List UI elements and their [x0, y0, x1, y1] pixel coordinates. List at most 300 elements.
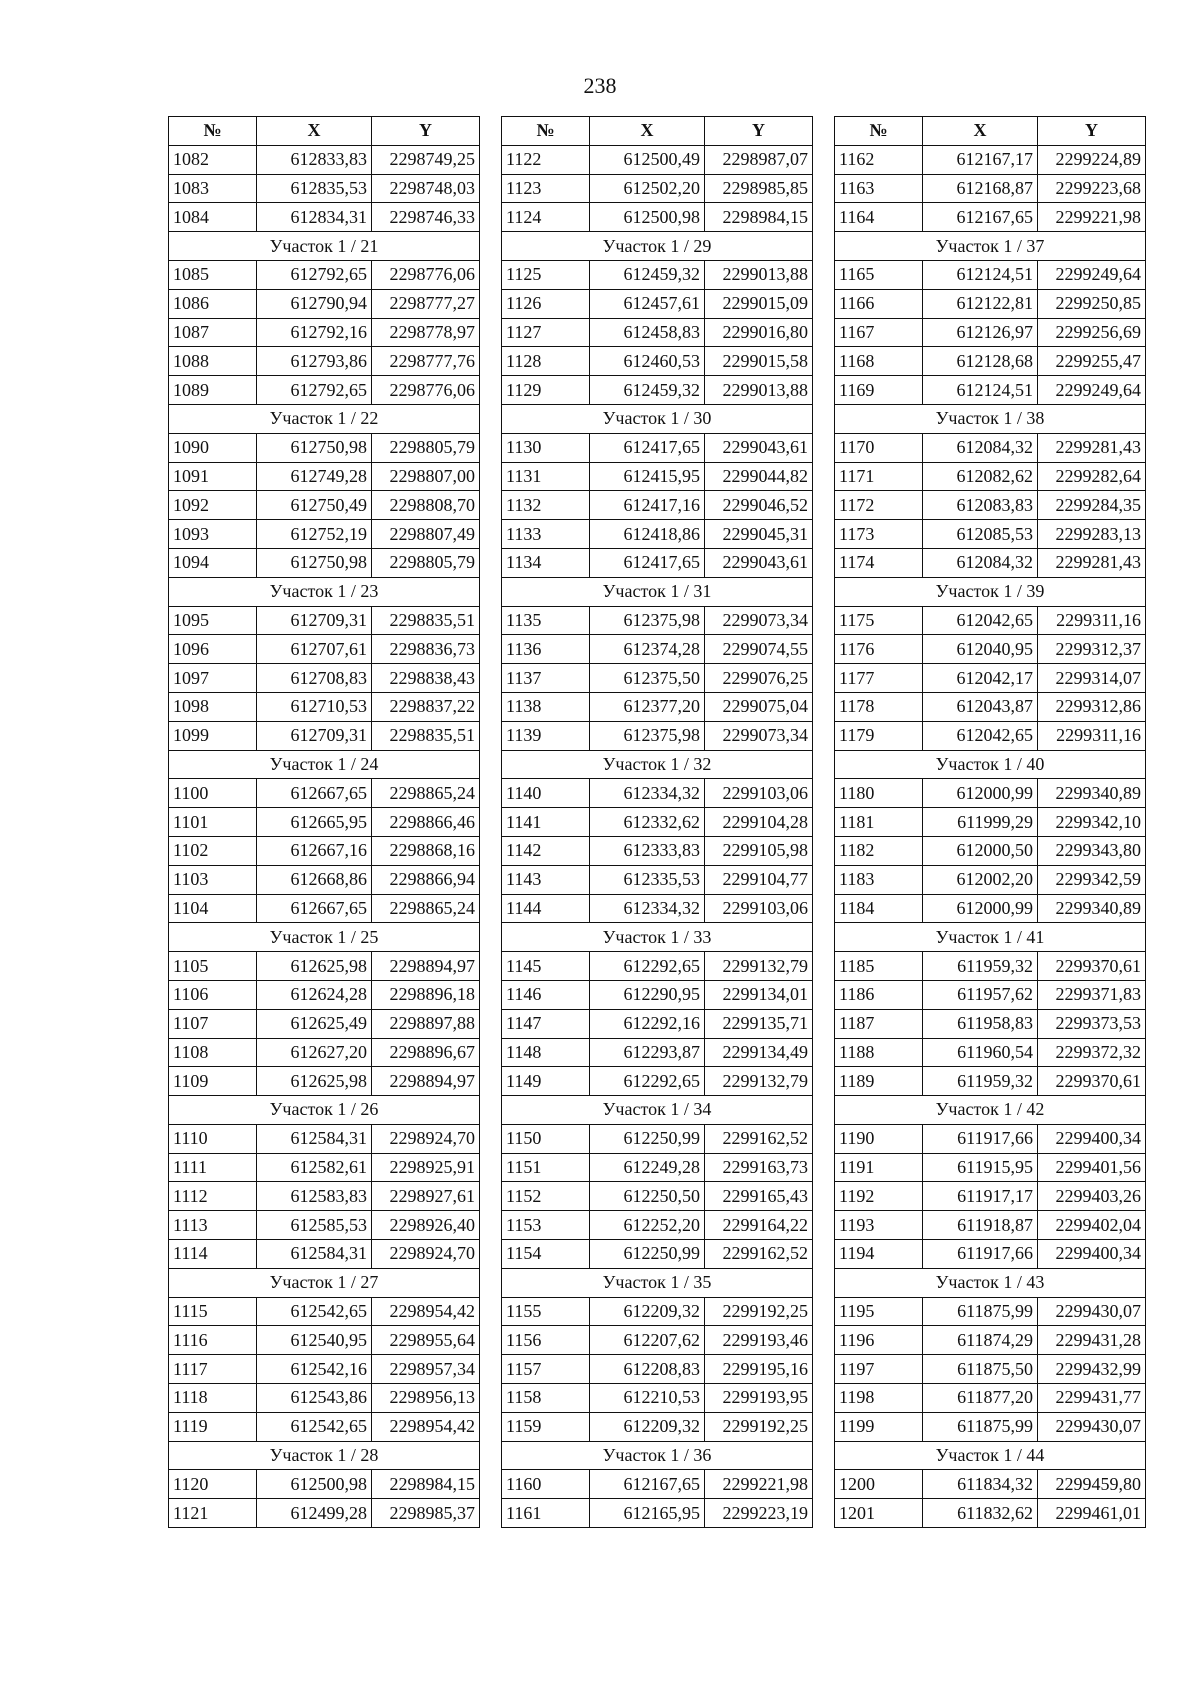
x-coordinate-cell: 612252,20 [590, 1211, 705, 1240]
section-label: Участок 1 / 30 [502, 404, 813, 433]
table-row [502, 520, 813, 549]
table-row [502, 347, 813, 376]
section-row [502, 923, 813, 952]
point-number-cell: 1155 [502, 1297, 590, 1326]
x-coordinate-cell: 612543,86 [257, 1384, 372, 1413]
x-coordinate-cell: 612124,51 [923, 260, 1038, 289]
table-row [835, 318, 1146, 347]
point-number-cell: 1165 [835, 260, 923, 289]
point-number-cell: 1133 [502, 520, 590, 549]
y-coordinate-cell: 2298925,91 [372, 1153, 480, 1182]
y-coordinate-cell: 2298748,03 [372, 174, 480, 203]
table-row [835, 808, 1146, 837]
section-label: Участок 1 / 33 [502, 923, 813, 952]
y-coordinate-cell: 2298865,24 [372, 894, 480, 923]
x-coordinate-cell: 612709,31 [257, 721, 372, 750]
x-coordinate-cell: 612040,95 [923, 635, 1038, 664]
point-number-cell: 1137 [502, 664, 590, 693]
y-coordinate-cell: 2299314,07 [1038, 664, 1146, 693]
table-row [835, 1412, 1146, 1441]
y-coordinate-cell: 2298866,94 [372, 865, 480, 894]
x-coordinate-cell: 612624,28 [257, 980, 372, 1009]
point-number-cell: 1171 [835, 462, 923, 491]
table-row [502, 865, 813, 894]
table-row [835, 1067, 1146, 1096]
table-row [169, 779, 480, 808]
y-coordinate-cell: 2299192,25 [705, 1412, 813, 1441]
table-row [169, 1326, 480, 1355]
point-number-cell: 1181 [835, 808, 923, 837]
coordinates-table-2 [501, 116, 813, 1528]
table-row [835, 635, 1146, 664]
point-number-cell: 1182 [835, 836, 923, 865]
y-coordinate-cell: 2299255,47 [1038, 347, 1146, 376]
point-number-cell: 1089 [169, 376, 257, 405]
y-coordinate-cell: 2299164,22 [705, 1211, 813, 1240]
table-row [169, 1038, 480, 1067]
point-number-cell: 1132 [502, 491, 590, 520]
y-coordinate-cell: 2299046,52 [705, 491, 813, 520]
y-coordinate-cell: 2299103,06 [705, 779, 813, 808]
point-number-cell: 1153 [502, 1211, 590, 1240]
point-number-cell: 1157 [502, 1355, 590, 1384]
section-label: Участок 1 / 37 [835, 232, 1146, 261]
x-coordinate-cell: 611958,83 [923, 1009, 1038, 1038]
section-row [835, 1441, 1146, 1470]
y-coordinate-cell: 2298746,33 [372, 203, 480, 232]
table-row [169, 952, 480, 981]
point-number-cell: 1139 [502, 721, 590, 750]
table-header-row [502, 117, 813, 146]
point-number-cell: 1103 [169, 865, 257, 894]
point-number-cell: 1091 [169, 462, 257, 491]
x-coordinate-cell: 612584,31 [257, 1124, 372, 1153]
table-row [502, 1182, 813, 1211]
x-coordinate-cell: 612167,65 [590, 1470, 705, 1499]
x-coordinate-cell: 612665,95 [257, 808, 372, 837]
table-row [835, 260, 1146, 289]
y-coordinate-cell: 2298924,70 [372, 1124, 480, 1153]
x-coordinate-cell: 612209,32 [590, 1297, 705, 1326]
x-coordinate-cell: 612417,65 [590, 548, 705, 577]
section-row [835, 232, 1146, 261]
x-coordinate-cell: 612542,65 [257, 1297, 372, 1326]
point-number-cell: 1136 [502, 635, 590, 664]
x-coordinate-cell: 611915,95 [923, 1153, 1038, 1182]
table-row [169, 433, 480, 462]
section-label: Участок 1 / 35 [502, 1268, 813, 1297]
point-number-cell: 1117 [169, 1355, 257, 1384]
table-row [502, 606, 813, 635]
table-row [835, 520, 1146, 549]
x-coordinate-cell: 612499,28 [257, 1499, 372, 1528]
y-coordinate-cell: 2299282,64 [1038, 462, 1146, 491]
point-number-cell: 1099 [169, 721, 257, 750]
y-coordinate-cell: 2298927,61 [372, 1182, 480, 1211]
y-coordinate-cell: 2299132,79 [705, 1067, 813, 1096]
y-coordinate-cell: 2299045,31 [705, 520, 813, 549]
table-row [169, 1499, 480, 1528]
x-coordinate-cell: 612290,95 [590, 980, 705, 1009]
table-row [169, 520, 480, 549]
point-number-cell: 1113 [169, 1211, 257, 1240]
table-row [169, 347, 480, 376]
point-number-cell: 1138 [502, 692, 590, 721]
x-coordinate-cell: 612707,61 [257, 635, 372, 664]
y-coordinate-cell: 2298894,97 [372, 952, 480, 981]
y-coordinate-cell: 2299192,25 [705, 1297, 813, 1326]
y-coordinate-cell: 2298954,42 [372, 1412, 480, 1441]
point-number-cell: 1175 [835, 606, 923, 635]
y-coordinate-cell: 2298896,67 [372, 1038, 480, 1067]
x-coordinate-cell: 612374,28 [590, 635, 705, 664]
table-row [169, 635, 480, 664]
y-coordinate-cell: 2299043,61 [705, 433, 813, 462]
table-row [169, 606, 480, 635]
section-row [502, 1268, 813, 1297]
x-coordinate-cell: 612792,65 [257, 376, 372, 405]
y-coordinate-cell: 2299221,98 [1038, 203, 1146, 232]
table-row [835, 952, 1146, 981]
table-row [169, 1124, 480, 1153]
x-coordinate-cell: 612168,87 [923, 174, 1038, 203]
point-number-cell: 1107 [169, 1009, 257, 1038]
y-coordinate-cell: 2298805,79 [372, 433, 480, 462]
table-row [169, 318, 480, 347]
y-coordinate-cell: 2298987,07 [705, 145, 813, 174]
y-coordinate-cell: 2298956,13 [372, 1384, 480, 1413]
table-row [502, 1153, 813, 1182]
x-coordinate-cell: 612793,86 [257, 347, 372, 376]
x-coordinate-cell: 612084,32 [923, 548, 1038, 577]
point-number-cell: 1168 [835, 347, 923, 376]
x-coordinate-cell: 611875,99 [923, 1412, 1038, 1441]
table-row [502, 635, 813, 664]
table-row [835, 721, 1146, 750]
x-coordinate-cell: 611959,32 [923, 1067, 1038, 1096]
x-coordinate-cell: 612210,53 [590, 1384, 705, 1413]
point-number-cell: 1116 [169, 1326, 257, 1355]
x-coordinate-cell: 611832,62 [923, 1499, 1038, 1528]
x-coordinate-cell: 612334,32 [590, 779, 705, 808]
point-number-cell: 1170 [835, 433, 923, 462]
y-coordinate-cell: 2298808,70 [372, 491, 480, 520]
point-number-cell: 1093 [169, 520, 257, 549]
y-coordinate-cell: 2298836,73 [372, 635, 480, 664]
table-row [502, 664, 813, 693]
table-row [502, 1211, 813, 1240]
point-number-cell: 1102 [169, 836, 257, 865]
table-row [502, 1240, 813, 1269]
x-coordinate-cell: 611960,54 [923, 1038, 1038, 1067]
y-coordinate-cell: 2298776,06 [372, 376, 480, 405]
y-coordinate-cell: 2299256,69 [1038, 318, 1146, 347]
y-coordinate-cell: 2298954,42 [372, 1297, 480, 1326]
column-header-x: X [590, 117, 705, 146]
y-coordinate-cell: 2299162,52 [705, 1240, 813, 1269]
point-number-cell: 1105 [169, 952, 257, 981]
table-row [169, 692, 480, 721]
section-row [502, 404, 813, 433]
point-number-cell: 1088 [169, 347, 257, 376]
section-label: Участок 1 / 42 [835, 1096, 1146, 1125]
x-coordinate-cell: 612750,98 [257, 548, 372, 577]
y-coordinate-cell: 2298837,22 [372, 692, 480, 721]
y-coordinate-cell: 2299223,19 [705, 1499, 813, 1528]
y-coordinate-cell: 2299281,43 [1038, 548, 1146, 577]
point-number-cell: 1121 [169, 1499, 257, 1528]
y-coordinate-cell: 2299163,73 [705, 1153, 813, 1182]
x-coordinate-cell: 612582,61 [257, 1153, 372, 1182]
y-coordinate-cell: 2299013,88 [705, 376, 813, 405]
x-coordinate-cell: 612207,62 [590, 1326, 705, 1355]
point-number-cell: 1164 [835, 203, 923, 232]
x-coordinate-cell: 612500,98 [257, 1470, 372, 1499]
y-coordinate-cell: 2299076,25 [705, 664, 813, 693]
x-coordinate-cell: 612459,32 [590, 260, 705, 289]
point-number-cell: 1140 [502, 779, 590, 808]
y-coordinate-cell: 2298777,76 [372, 347, 480, 376]
y-coordinate-cell: 2298985,37 [372, 1499, 480, 1528]
point-number-cell: 1104 [169, 894, 257, 923]
point-number-cell: 1086 [169, 289, 257, 318]
y-coordinate-cell: 2298776,06 [372, 260, 480, 289]
table-row [169, 1009, 480, 1038]
coordinates-table-1 [168, 116, 480, 1528]
table-row [835, 836, 1146, 865]
table-row [169, 145, 480, 174]
y-coordinate-cell: 2298957,34 [372, 1355, 480, 1384]
point-number-cell: 1184 [835, 894, 923, 923]
table-row [169, 1182, 480, 1211]
x-coordinate-cell: 612792,16 [257, 318, 372, 347]
table-row [169, 1412, 480, 1441]
x-coordinate-cell: 612082,62 [923, 462, 1038, 491]
section-row [502, 232, 813, 261]
x-coordinate-cell: 612293,87 [590, 1038, 705, 1067]
point-number-cell: 1098 [169, 692, 257, 721]
x-coordinate-cell: 612375,50 [590, 664, 705, 693]
point-number-cell: 1087 [169, 318, 257, 347]
y-coordinate-cell: 2299165,43 [705, 1182, 813, 1211]
x-coordinate-cell: 612500,49 [590, 145, 705, 174]
x-coordinate-cell: 612042,65 [923, 721, 1038, 750]
y-coordinate-cell: 2299221,98 [705, 1470, 813, 1499]
table-row [835, 894, 1146, 923]
x-coordinate-cell: 612502,20 [590, 174, 705, 203]
section-label: Участок 1 / 34 [502, 1096, 813, 1125]
section-label: Участок 1 / 41 [835, 923, 1146, 952]
table-row [835, 865, 1146, 894]
x-coordinate-cell: 612292,16 [590, 1009, 705, 1038]
x-coordinate-cell: 612332,62 [590, 808, 705, 837]
section-row [502, 577, 813, 606]
table-row [502, 433, 813, 462]
section-label: Участок 1 / 28 [169, 1441, 480, 1470]
x-coordinate-cell: 612292,65 [590, 952, 705, 981]
y-coordinate-cell: 2299370,61 [1038, 1067, 1146, 1096]
table-header-row [835, 117, 1146, 146]
y-coordinate-cell: 2299104,28 [705, 808, 813, 837]
x-coordinate-cell: 612085,53 [923, 520, 1038, 549]
section-label: Участок 1 / 44 [835, 1441, 1146, 1470]
x-coordinate-cell: 612165,95 [590, 1499, 705, 1528]
point-number-cell: 1180 [835, 779, 923, 808]
section-label: Участок 1 / 43 [835, 1268, 1146, 1297]
table-row [835, 491, 1146, 520]
y-coordinate-cell: 2298838,43 [372, 664, 480, 693]
point-number-cell: 1159 [502, 1412, 590, 1441]
column-header-x: X [923, 117, 1038, 146]
table-row [502, 1470, 813, 1499]
point-number-cell: 1128 [502, 347, 590, 376]
y-coordinate-cell: 2299342,59 [1038, 865, 1146, 894]
table-row [835, 1297, 1146, 1326]
point-number-cell: 1195 [835, 1297, 923, 1326]
table-row [502, 721, 813, 750]
table-row [502, 808, 813, 837]
y-coordinate-cell: 2299134,49 [705, 1038, 813, 1067]
table-row [502, 1412, 813, 1441]
section-row [169, 1268, 480, 1297]
y-coordinate-cell: 2298897,88 [372, 1009, 480, 1038]
y-coordinate-cell: 2299402,04 [1038, 1211, 1146, 1240]
x-coordinate-cell: 612083,83 [923, 491, 1038, 520]
table-row [835, 1124, 1146, 1153]
y-coordinate-cell: 2299343,80 [1038, 836, 1146, 865]
y-coordinate-cell: 2298835,51 [372, 721, 480, 750]
section-label: Участок 1 / 21 [169, 232, 480, 261]
y-coordinate-cell: 2299193,46 [705, 1326, 813, 1355]
y-coordinate-cell: 2298868,16 [372, 836, 480, 865]
y-coordinate-cell: 2299401,56 [1038, 1153, 1146, 1182]
x-coordinate-cell: 612749,28 [257, 462, 372, 491]
point-number-cell: 1084 [169, 203, 257, 232]
x-coordinate-cell: 612625,98 [257, 1067, 372, 1096]
point-number-cell: 1131 [502, 462, 590, 491]
section-row [835, 404, 1146, 433]
y-coordinate-cell: 2298894,97 [372, 1067, 480, 1096]
y-coordinate-cell: 2299312,37 [1038, 635, 1146, 664]
table-row [835, 433, 1146, 462]
point-number-cell: 1142 [502, 836, 590, 865]
y-coordinate-cell: 2298807,00 [372, 462, 480, 491]
point-number-cell: 1198 [835, 1384, 923, 1413]
x-coordinate-cell: 612167,17 [923, 145, 1038, 174]
x-coordinate-cell: 612333,83 [590, 836, 705, 865]
table-row [169, 491, 480, 520]
y-coordinate-cell: 2299281,43 [1038, 433, 1146, 462]
point-number-cell: 1156 [502, 1326, 590, 1355]
table-row [169, 462, 480, 491]
table-row [169, 1211, 480, 1240]
point-number-cell: 1199 [835, 1412, 923, 1441]
point-number-cell: 1123 [502, 174, 590, 203]
point-number-cell: 1083 [169, 174, 257, 203]
table-row [169, 1355, 480, 1384]
section-row [169, 577, 480, 606]
table-row [169, 894, 480, 923]
point-number-cell: 1188 [835, 1038, 923, 1067]
point-number-cell: 1127 [502, 318, 590, 347]
point-number-cell: 1146 [502, 980, 590, 1009]
section-row [502, 1441, 813, 1470]
point-number-cell: 1177 [835, 664, 923, 693]
y-coordinate-cell: 2299073,34 [705, 721, 813, 750]
point-number-cell: 1119 [169, 1412, 257, 1441]
section-label: Участок 1 / 27 [169, 1268, 480, 1297]
x-coordinate-cell: 612335,53 [590, 865, 705, 894]
point-number-cell: 1148 [502, 1038, 590, 1067]
x-coordinate-cell: 612460,53 [590, 347, 705, 376]
y-coordinate-cell: 2298985,85 [705, 174, 813, 203]
y-coordinate-cell: 2299459,80 [1038, 1470, 1146, 1499]
point-number-cell: 1176 [835, 635, 923, 664]
section-row [169, 404, 480, 433]
x-coordinate-cell: 612752,19 [257, 520, 372, 549]
point-number-cell: 1106 [169, 980, 257, 1009]
table-row [835, 1182, 1146, 1211]
page-number: 238 [583, 73, 617, 98]
table-row [169, 289, 480, 318]
y-coordinate-cell: 2299074,55 [705, 635, 813, 664]
x-coordinate-cell: 612122,81 [923, 289, 1038, 318]
x-coordinate-cell: 612084,32 [923, 433, 1038, 462]
table-row [502, 1009, 813, 1038]
point-number-cell: 1112 [169, 1182, 257, 1211]
x-coordinate-cell: 612417,65 [590, 433, 705, 462]
table-row [502, 1038, 813, 1067]
table-row [502, 779, 813, 808]
point-number-cell: 1173 [835, 520, 923, 549]
x-coordinate-cell: 612124,51 [923, 376, 1038, 405]
table-row [502, 491, 813, 520]
point-number-cell: 1130 [502, 433, 590, 462]
point-number-cell: 1144 [502, 894, 590, 923]
x-coordinate-cell: 612043,87 [923, 692, 1038, 721]
point-number-cell: 1179 [835, 721, 923, 750]
table-row [502, 1499, 813, 1528]
point-number-cell: 1085 [169, 260, 257, 289]
x-coordinate-cell: 611874,29 [923, 1326, 1038, 1355]
section-row [502, 750, 813, 779]
section-label: Участок 1 / 25 [169, 923, 480, 952]
point-number-cell: 1115 [169, 1297, 257, 1326]
point-number-cell: 1161 [502, 1499, 590, 1528]
table-row [502, 692, 813, 721]
x-coordinate-cell: 611877,20 [923, 1384, 1038, 1413]
table-row [835, 1211, 1146, 1240]
x-coordinate-cell: 612584,31 [257, 1240, 372, 1269]
point-number-cell: 1082 [169, 145, 257, 174]
section-label: Участок 1 / 26 [169, 1096, 480, 1125]
x-coordinate-cell: 612709,31 [257, 606, 372, 635]
y-coordinate-cell: 2298777,27 [372, 289, 480, 318]
x-coordinate-cell: 612415,95 [590, 462, 705, 491]
section-label: Участок 1 / 31 [502, 577, 813, 606]
x-coordinate-cell: 612625,49 [257, 1009, 372, 1038]
column-header-y: Y [1038, 117, 1146, 146]
y-coordinate-cell: 2299249,64 [1038, 376, 1146, 405]
point-number-cell: 1200 [835, 1470, 923, 1499]
point-number-cell: 1196 [835, 1326, 923, 1355]
x-coordinate-cell: 612334,32 [590, 894, 705, 923]
point-number-cell: 1114 [169, 1240, 257, 1269]
point-number-cell: 1162 [835, 145, 923, 174]
y-coordinate-cell: 2298866,46 [372, 808, 480, 837]
x-coordinate-cell: 612750,49 [257, 491, 372, 520]
y-coordinate-cell: 2299370,61 [1038, 952, 1146, 981]
